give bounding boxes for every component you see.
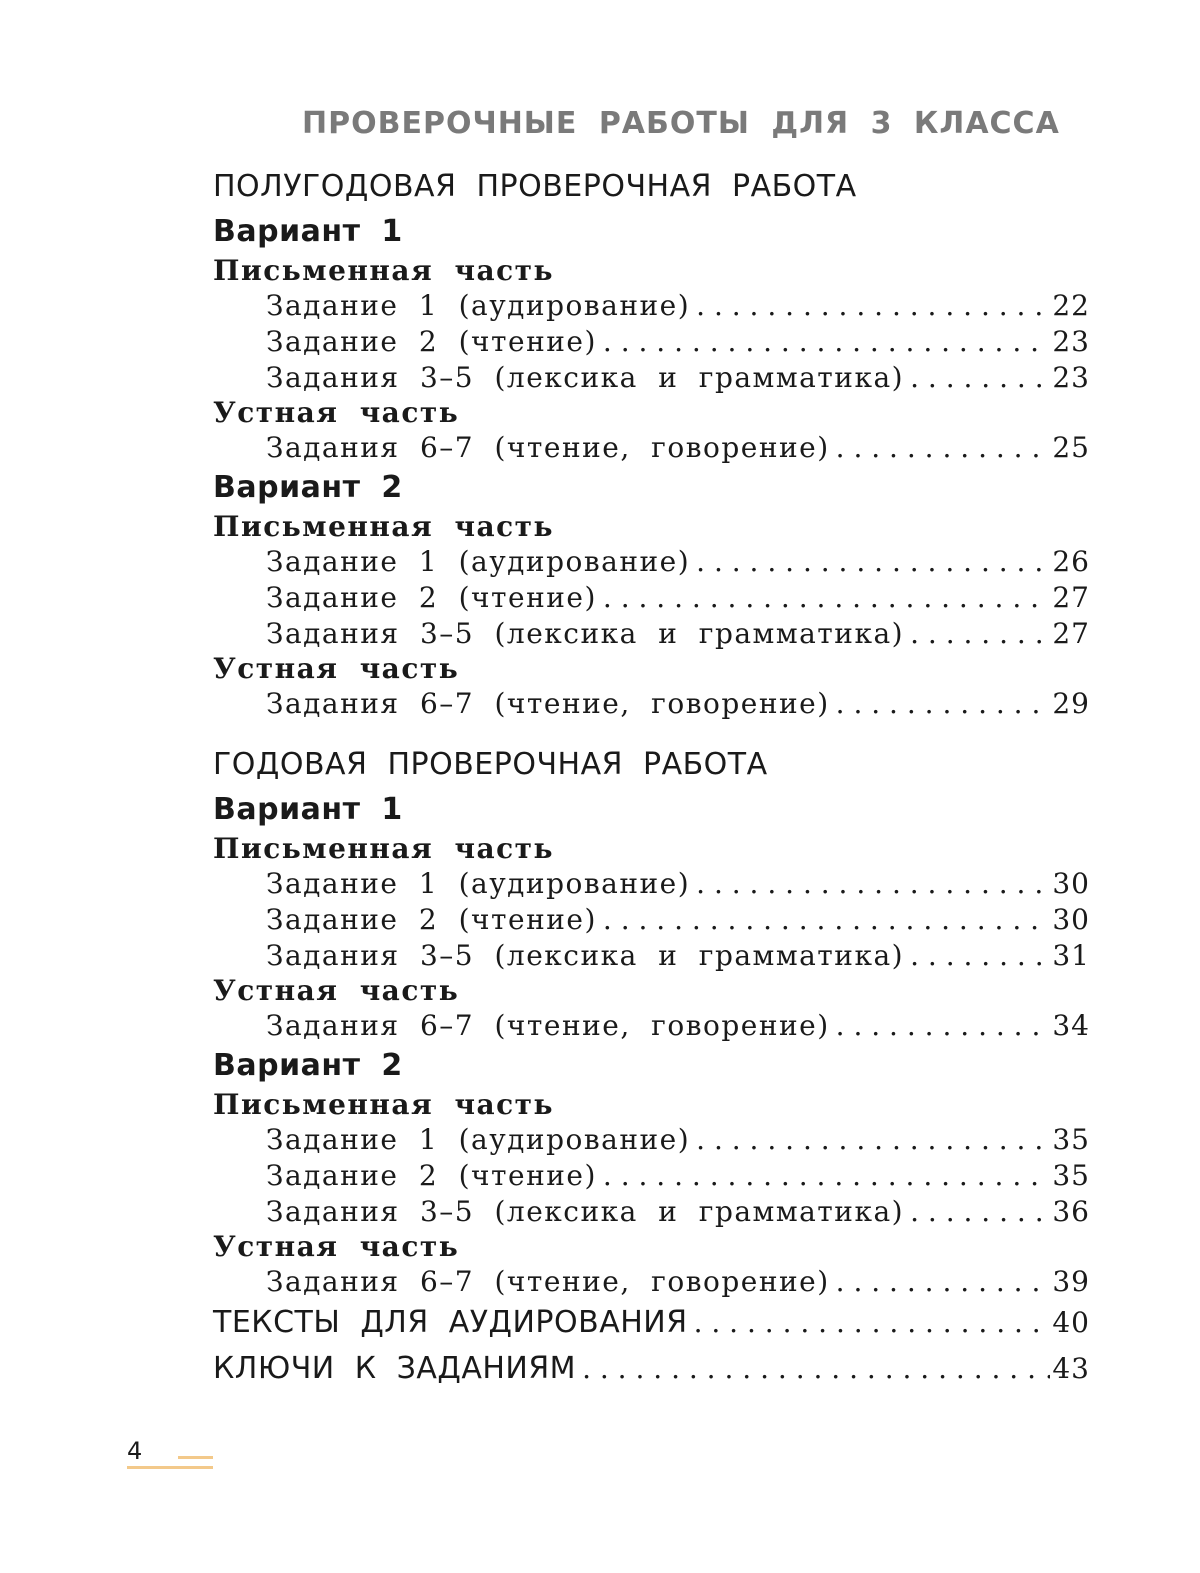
- leader-dots: [904, 938, 1050, 974]
- toc-entry-label: Задания 3–5 (лексика и грамматика): [266, 617, 905, 650]
- toc-entry[interactable]: [213, 430, 1090, 466]
- toc-entry-label: Задание 1 (аудирование): [266, 867, 691, 900]
- toc-entry-page: 34: [1052, 1009, 1090, 1042]
- leader-dots: [830, 1264, 1050, 1300]
- section-spacer: [213, 722, 1090, 742]
- footer-accent-line-top: [178, 1456, 213, 1459]
- toc-entry-label: Задание 2 (чтение): [266, 581, 597, 614]
- part-title-written: Письменная часть: [213, 832, 555, 865]
- toc-entry-label: Задания 3–5 (лексика и грамматика): [266, 939, 905, 972]
- toc-entry[interactable]: [213, 1122, 1090, 1158]
- leader-dots: [690, 544, 1050, 580]
- leader-dots: [690, 1122, 1050, 1158]
- toc-entry-page: 43: [1052, 1352, 1090, 1385]
- toc-entry[interactable]: [213, 288, 1090, 324]
- leader-dots: [597, 1158, 1050, 1194]
- page-number: 4: [127, 1437, 143, 1465]
- toc-entry-page: 23: [1052, 325, 1090, 358]
- toc-entry[interactable]: [213, 616, 1090, 652]
- toc-entry-label: КЛЮЧИ К ЗАДАНИЯМ: [213, 1351, 577, 1386]
- leader-dots: [690, 866, 1050, 902]
- leader-dots: [690, 288, 1050, 324]
- table-of-contents: [213, 164, 1090, 1392]
- part-title-written: Письменная часть: [213, 1088, 555, 1121]
- part-title-oral: Устная часть: [213, 396, 460, 429]
- toc-entry-page: 40: [1052, 1306, 1090, 1339]
- leader-dots: [576, 1346, 1050, 1392]
- leader-dots: [830, 1008, 1050, 1044]
- variant-title: Вариант 2: [213, 470, 403, 505]
- part-title-oral: Устная часть: [213, 652, 460, 685]
- toc-entry[interactable]: [213, 580, 1090, 616]
- section-title: ПОЛУГОДОВАЯ ПРОВЕРОЧНАЯ РАБОТА: [213, 169, 857, 204]
- toc-entry[interactable]: [213, 938, 1090, 974]
- part-title-written: Письменная часть: [213, 510, 555, 543]
- toc-entry-page: 30: [1052, 867, 1090, 900]
- toc-entry-page: 35: [1052, 1123, 1090, 1156]
- toc-entry-label: Задание 2 (чтение): [266, 903, 597, 936]
- leader-dots: [597, 902, 1050, 938]
- toc-entry-label: Задание 1 (аудирование): [266, 1123, 691, 1156]
- leader-dots: [597, 324, 1050, 360]
- toc-entry[interactable]: [213, 1158, 1090, 1194]
- toc-entry-label: Задания 6–7 (чтение, говорение): [266, 1009, 830, 1042]
- variant-title: Вариант 1: [213, 214, 403, 249]
- leader-dots: [904, 1194, 1050, 1230]
- toc-entry[interactable]: [213, 1194, 1090, 1230]
- toc-entry-label: Задание 1 (аудирование): [266, 289, 691, 322]
- toc-entry[interactable]: [213, 1264, 1090, 1300]
- toc-entry[interactable]: [213, 360, 1090, 396]
- toc-entry[interactable]: [213, 686, 1090, 722]
- toc-entry-page: 35: [1052, 1159, 1090, 1192]
- toc-entry-label: Задания 6–7 (чтение, говорение): [266, 431, 830, 464]
- variant-title: Вариант 1: [213, 792, 403, 827]
- leader-dots: [597, 580, 1050, 616]
- toc-entry-page: 22: [1052, 289, 1090, 322]
- part-title-oral: Устная часть: [213, 1230, 460, 1263]
- toc-entry-label: Задания 6–7 (чтение, говорение): [266, 1265, 830, 1298]
- leader-dots: [904, 616, 1050, 652]
- toc-entry-label: Задания 3–5 (лексика и грамматика): [266, 361, 905, 394]
- part-title-written: Письменная часть: [213, 254, 555, 287]
- toc-entry-label: Задание 2 (чтение): [266, 1159, 597, 1192]
- toc-entry[interactable]: [213, 866, 1090, 902]
- leader-dots: [688, 1300, 1050, 1346]
- toc-entry-label: Задания 3–5 (лексика и грамматика): [266, 1195, 905, 1228]
- toc-entry-answer-keys[interactable]: [213, 1346, 1090, 1392]
- toc-entry-page: 30: [1052, 903, 1090, 936]
- toc-entry-page: 27: [1052, 617, 1090, 650]
- toc-entry-label: Задание 1 (аудирование): [266, 545, 691, 578]
- section-title: ГОДОВАЯ ПРОВЕРОЧНАЯ РАБОТА: [213, 747, 768, 782]
- footer-accent-line-bottom: [127, 1466, 213, 1469]
- part-title-oral: Устная часть: [213, 974, 460, 1007]
- toc-entry-label: Задания 6–7 (чтение, говорение): [266, 687, 830, 720]
- leader-dots: [830, 430, 1050, 466]
- toc-entry-page: 26: [1052, 545, 1090, 578]
- toc-entry[interactable]: [213, 1008, 1090, 1044]
- toc-entry-listening-texts[interactable]: [213, 1300, 1090, 1346]
- toc-entry[interactable]: [213, 324, 1090, 360]
- toc-entry[interactable]: [213, 544, 1090, 580]
- toc-entry-page: 25: [1052, 431, 1090, 464]
- toc-entry-page: 31: [1052, 939, 1090, 972]
- toc-entry-label: ТЕКСТЫ ДЛЯ АУДИРОВАНИЯ: [213, 1305, 688, 1340]
- toc-entry[interactable]: [213, 902, 1090, 938]
- page-title: ПРОВЕРОЧНЫЕ РАБОТЫ ДЛЯ 3 КЛАССА: [302, 106, 1060, 141]
- toc-entry-page: 29: [1052, 687, 1090, 720]
- toc-entry-page: 23: [1052, 361, 1090, 394]
- variant-title: Вариант 2: [213, 1048, 403, 1083]
- toc-entry-label: Задание 2 (чтение): [266, 325, 597, 358]
- leader-dots: [904, 360, 1050, 396]
- leader-dots: [830, 686, 1050, 722]
- toc-entry-page: 36: [1052, 1195, 1090, 1228]
- toc-entry-page: 39: [1052, 1265, 1090, 1298]
- toc-entry-page: 27: [1052, 581, 1090, 614]
